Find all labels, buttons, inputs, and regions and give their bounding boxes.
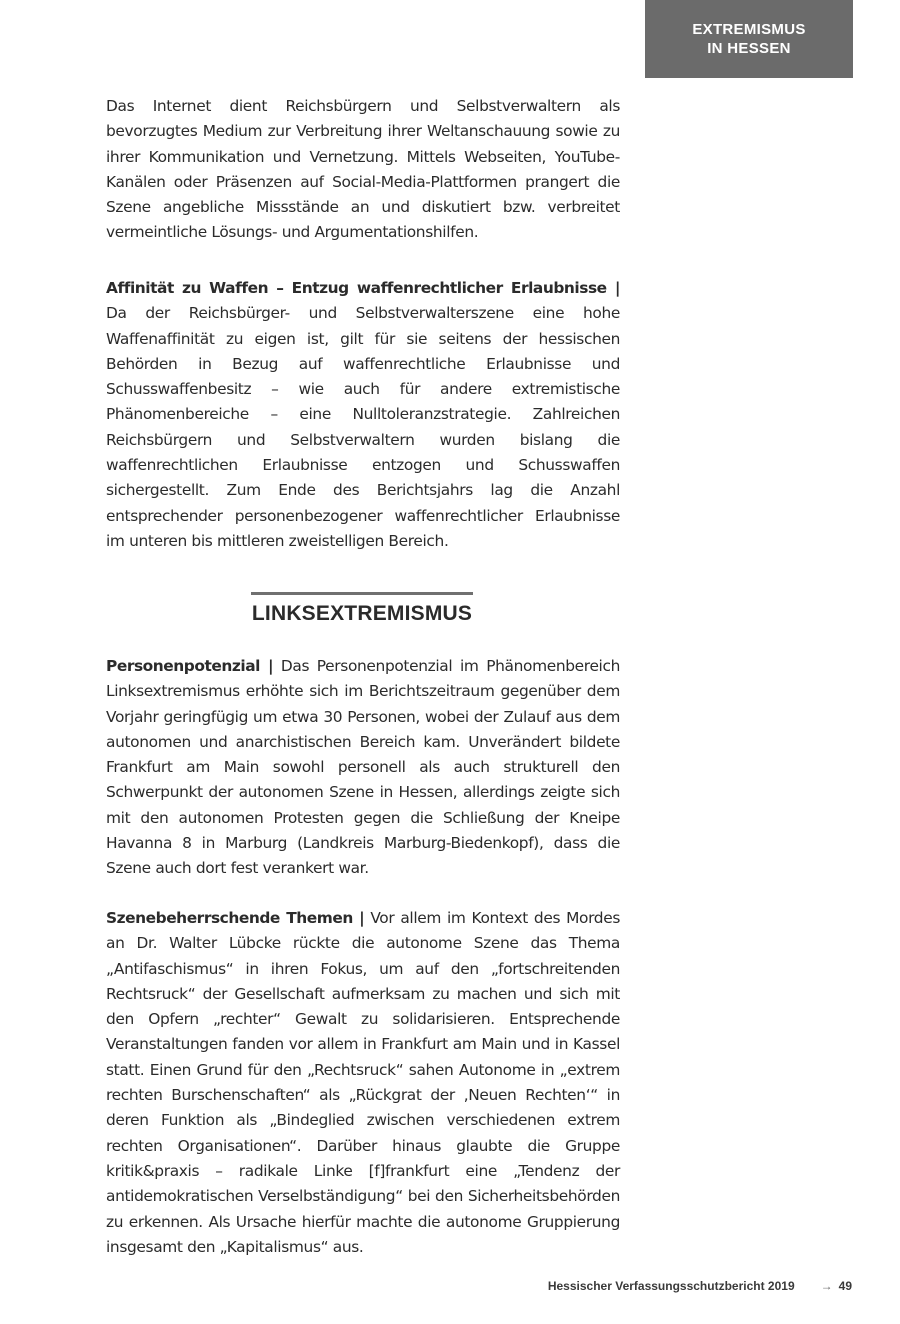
paragraph-waffen-body: Da der Reichsbürger- und Selbstverwalterszene eine hohe Waffenaffinität zu eigen ist, gilt für sie seitens der hessischen Behörden in Bezug auf waffenrechtliche Erlaubnisse und Schusswaffenbesitz – wie auch für andere extremistische Phänomenbereiche – eine Nulltoleranzstrategie. Zahlreichen Reichsbürgern und Selbstverwaltern wurden bislang die waffenrechtlichen Erlaubnisse entzogen und Schusswaffen sichergestellt. Zum Ende des Berichtsjahrs lag die Anzahl entsprechender personenbezogener waffenrechtlicher Erlaubnisse im unteren bis mittleren zweistelligen Bereich. (106, 304, 620, 550)
paragraph-themen-heading: Szenebeherrschende Themen | (106, 909, 365, 927)
paragraph-themen (106, 906, 620, 1260)
section-tab-line2: IN HESSEN (707, 40, 791, 57)
paragraph-personenpotenzial-heading: Personenpotenzial | (106, 657, 274, 675)
footer-title: Hessischer Verfassungsschutzbericht 2019 (547, 1279, 795, 1293)
page-number: 49 (838, 1279, 852, 1293)
paragraph-waffen (106, 276, 620, 554)
section-heading-rule (251, 592, 473, 595)
paragraph-waffen-heading: Affinität zu Waffen – Entzug waffenrechtlicher Erlaubnisse | (106, 279, 620, 297)
arrow-right-icon: → (820, 1279, 833, 1293)
paragraph-personenpotenzial-body: Das Personenpotenzial im Phänomenbereich Linksextremismus erhöhte sich im Berichtszeitraum gegenüber dem Vorjahr geringfügig um etwa 30 Personen, wobei der Zulauf aus dem autonomen und anarchistischen Bereich kam. Unverändert bildete Frankfurt am Main sowohl personell als auch strukturell den Schwerpunkt der autonomen Szene in Hessen, allerdings zeigte sich mit den autonomen Protesten gegen die Schließung der Kneipe Havanna 8 in Marburg (Landkreis Marburg-Biedenkopf), dass die Szene auch dort fest verankert war. (106, 657, 621, 878)
paragraph-themen-body: Vor allem im Kontext des Mordes an Dr. Walter Lübcke rückte die autonome Szene das Thema „Antifaschismus“ in ihren Fokus, um auf den „fortschreitenden Rechtsruck“ der Gesellschaft aufmerksam zu machen und sich mit den Opfern „rechter“ Gewalt zu solidarisieren. Entsprechende Veranstaltungen fanden vor allem in Frankfurt am Main und in Kassel statt. Einen Grund für den „Rechtsruck“ sahen Autonome in „extrem rechten Burschenschaften“ als „Rückgrat der ‚Neuen Rechten‘“ in deren Funktion als „Bindeglied zwischen verschiedenen extrem rechten Organisationen“. Darüber hinaus glaubte die Gruppe kritik&praxis – radikale Linke [f]frankfurt eine „Tendenz der antidemokratischen Verselbständigung“ bei den Sicherheitsbehörden zu erkennen. Als Ursache hierfür machte die autonome Gruppierung insgesamt den „Kapitalismus“ aus. (106, 909, 620, 1256)
page-footer (540, 1279, 852, 1293)
paragraph-personenpotenzial (106, 654, 620, 882)
section-tab-line1: EXTREMISMUS (692, 21, 806, 38)
section-heading (251, 592, 473, 626)
section-tab (645, 0, 853, 78)
paragraph-internet: Das Internet dient Reichsbürgern und Selbstverwaltern als bevorzugtes Medium zur Verbreitung ihrer Weltanschauung sowie zu ihrer Kommunikation und Vernetzung. Mittels Webseiten, YouTube-Kanälen oder Präsenzen auf Social-Media-Plattformen prangert die Szene angebliche Missstände an und diskutiert bzw. verbreitet vermeintliche Lösungs- und Argumentationshilfen. (106, 97, 620, 242)
section-heading-text: LINKSEXTREMISMUS (251, 602, 473, 625)
